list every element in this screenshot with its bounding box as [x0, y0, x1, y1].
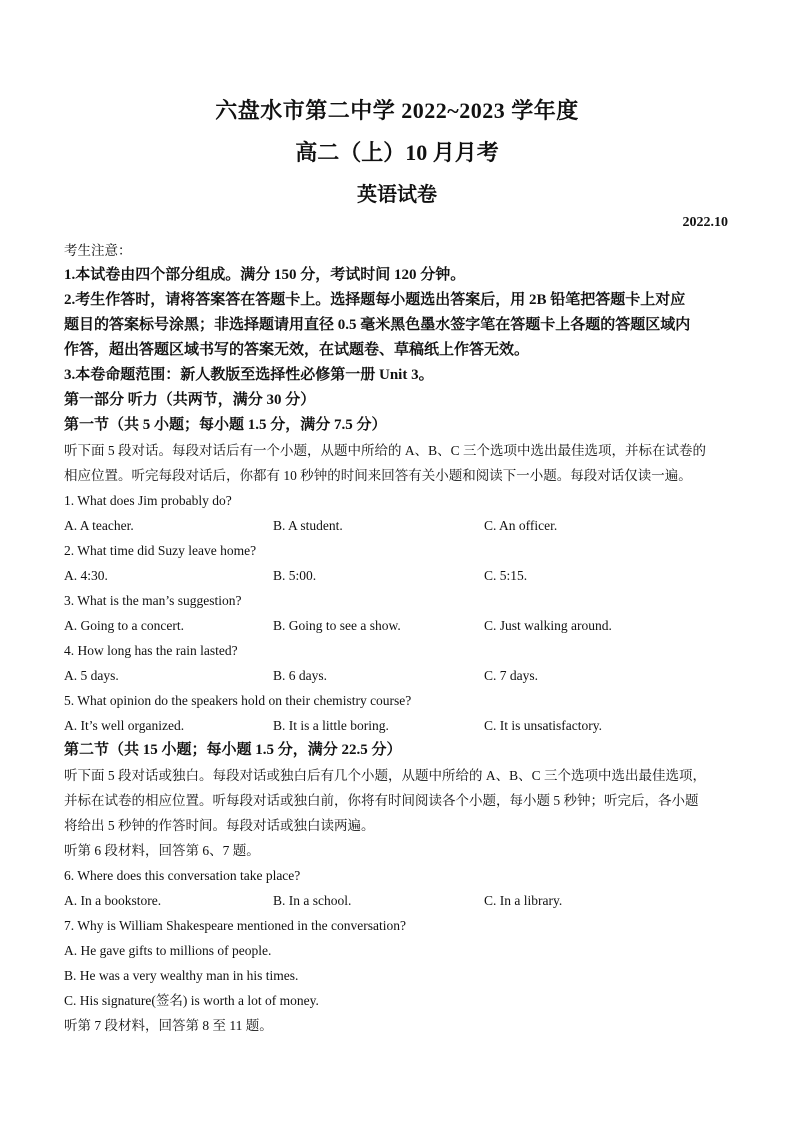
subject-title: 英语试卷	[357, 184, 437, 206]
option-c: C. It is unsatisfactory.	[484, 718, 602, 733]
exam-date: 2022.10	[682, 215, 728, 230]
question-5: 5. What opinion do the speakers hold on their chemistry course?	[64, 693, 412, 708]
options-row	[64, 713, 734, 738]
option-a: A. Going to a concert.	[64, 618, 184, 633]
option-c: C. Just walking around.	[484, 618, 612, 633]
part1-title: 第一部分 听力（共两节，满分 30 分）	[64, 392, 316, 408]
notice-item: 题目的答案标号涂黑；非选择题请用直径 0.5 毫米黑色墨水签字笔在答题卡上各题的答题区域内	[64, 317, 691, 333]
section2-instructions: 并标在试卷的相应位置。听每段对话或独白前，你将有时间阅读各个小题，每小题 5 秒钟；听完后，各小题	[64, 793, 699, 808]
option-a: A. In a bookstore.	[64, 893, 162, 908]
options-row	[64, 513, 734, 538]
option-b: B. 5:00.	[273, 568, 317, 583]
option-c: C. His signature(签名) is worth a lot of money.	[64, 993, 319, 1008]
options-row	[64, 888, 734, 913]
option-a: A. 5 days.	[64, 668, 119, 683]
question-1: 1. What does Jim probably do?	[64, 493, 232, 508]
section1-instructions: 听下面 5 段对话。每段对话后有一个小题，从题中所给的 A、B、C 三个选项中选出最佳选项，并标在试卷的	[64, 443, 707, 458]
question-3: 3. What is the man’s suggestion?	[64, 593, 242, 608]
question-6: 6. Where does this conversation take place?	[64, 868, 301, 883]
material-6-note: 听第 6 段材料，回答第 6、7 题。	[64, 843, 260, 858]
options-row	[64, 613, 734, 638]
option-c: C. An officer.	[484, 518, 558, 533]
option-b: B. A student.	[273, 518, 343, 533]
section2-title: 第二节（共 15 小题；每小题 1.5 分，满分 22.5 分）	[64, 742, 402, 758]
school-year-title: 六盘水市第二中学 2022~2023 学年度	[215, 98, 579, 123]
option-c: C. 5:15.	[484, 568, 528, 583]
option-a: A. It’s well organized.	[64, 718, 185, 733]
option-b: B. 6 days.	[273, 668, 327, 683]
option-c: C. 7 days.	[484, 668, 538, 683]
notice-item: 2.考生作答时，请将答案答在答题卡上。选择题每小题选出答案后，用 2B 铅笔把答题卡上对应	[64, 292, 686, 308]
notice-item: 作答，超出答题区域书写的答案无效，在试题卷、草稿纸上作答无效。	[64, 342, 530, 358]
option-a: A. 4:30.	[64, 568, 108, 583]
options-row	[64, 663, 734, 688]
section2-instructions: 将给出 5 秒钟的作答时间。每段对话或独白读两遍。	[64, 818, 375, 833]
notice-item: 3.本卷命题范围：新人教版至选择性必修第一册 Unit 3。	[64, 367, 434, 383]
exam-title: 高二（上）10 月月考	[295, 140, 499, 165]
question-4: 4. How long has the rain lasted?	[64, 643, 238, 658]
option-a: A. A teacher.	[64, 518, 134, 533]
exam-body	[64, 238, 734, 1038]
option-b: B. It is a little boring.	[273, 718, 389, 733]
option-a: A. He gave gifts to millions of people.	[64, 943, 272, 958]
material-7-note: 听第 7 段材料，回答第 8 至 11 题。	[64, 1018, 273, 1033]
option-b: B. Going to see a show.	[273, 618, 401, 633]
question-7: 7. Why is William Shakespeare mentioned in the conversation?	[64, 918, 406, 933]
section2-instructions: 听下面 5 段对话或独白。每段对话或独白后有几个小题，从题中所给的 A、B、C 三个选项中选出最佳选项，	[64, 768, 707, 783]
options-row	[64, 563, 734, 588]
notice-heading: 考生注意：	[64, 243, 132, 258]
question-2: 2. What time did Suzy leave home?	[64, 543, 257, 558]
option-b: B. In a school.	[273, 893, 352, 908]
section1-title: 第一节（共 5 小题；每小题 1.5 分，满分 7.5 分）	[64, 417, 387, 433]
option-c: C. In a library.	[484, 893, 563, 908]
option-b: B. He was a very wealthy man in his times.	[64, 968, 299, 983]
section1-instructions: 相应位置。听完每段对话后，你都有 10 秒钟的时间来回答有关小题和阅读下一小题。每段对话仅读一遍。	[64, 468, 692, 483]
notice-item: 1.本试卷由四个部分组成。满分 150 分，考试时间 120 分钟。	[64, 267, 466, 283]
